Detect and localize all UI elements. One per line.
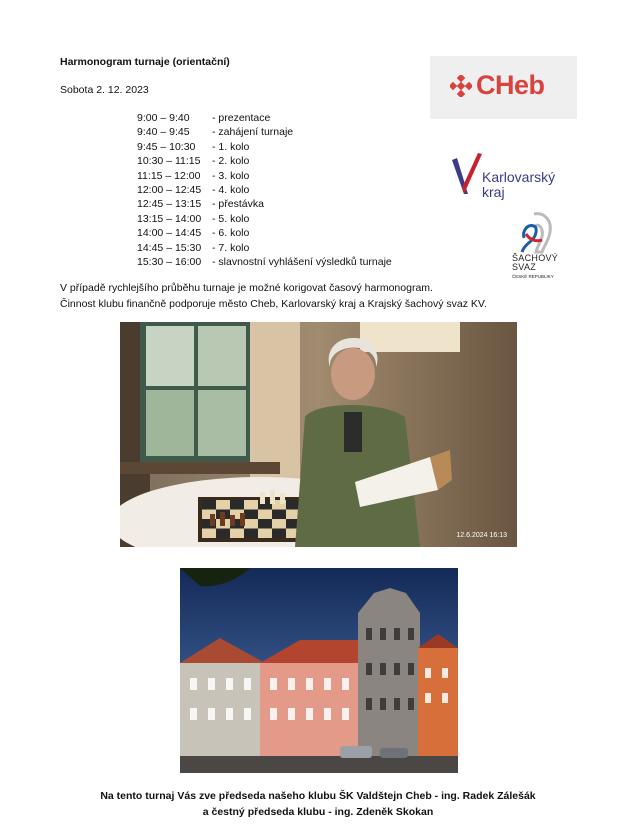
schedule-time: 11:15 – 12:00 bbox=[137, 169, 201, 182]
kraj-checkmark-icon bbox=[448, 150, 484, 200]
schedule-row bbox=[137, 226, 392, 240]
note-line: V případě rychlejšího průběhu turnaje je možné korigovat časový harmonogram. bbox=[60, 282, 433, 294]
chess-player-photo bbox=[120, 322, 517, 547]
schedule-time: 15:30 – 16:00 bbox=[137, 255, 202, 268]
schedule-item: - 2. kolo bbox=[212, 155, 250, 168]
schedule-time: 13:15 – 14:00 bbox=[137, 212, 202, 225]
schedule-time: 12:45 – 13:15 bbox=[137, 198, 202, 211]
photo-timestamp: 12.6.2024 16:13 bbox=[456, 532, 507, 539]
schedule-item: - 5. kolo bbox=[212, 212, 250, 225]
schedule-item: - 7. kolo bbox=[212, 241, 250, 254]
schedule-time: 9:45 – 10:30 bbox=[137, 140, 196, 153]
cheb-logo-text: CHeb bbox=[476, 70, 545, 100]
page-title: Harmonogram turnaje (orientační) bbox=[60, 56, 230, 68]
chess-federation-logo bbox=[510, 210, 570, 282]
schedule-row bbox=[137, 140, 392, 154]
cheb-mark-icon bbox=[450, 75, 472, 97]
schedule-time: 9:00 – 9:40 bbox=[137, 112, 190, 124]
schedule-item: - zahájení turnaje bbox=[212, 126, 294, 139]
schedule-row bbox=[137, 197, 392, 211]
schedule-item: - 3. kolo bbox=[212, 169, 250, 182]
schedule-item: - 6. kolo bbox=[212, 227, 250, 240]
kraj-logo-text bbox=[482, 170, 555, 200]
footer-line: a čestný předseda klubu - ing. Zdeněk Skokan bbox=[202, 806, 434, 818]
chess-knight-icon bbox=[514, 210, 558, 254]
karlovarsky-kraj-logo bbox=[448, 150, 568, 205]
note-block bbox=[60, 280, 487, 312]
schedule-item: - 4. kolo bbox=[212, 183, 250, 196]
cheb-logo bbox=[430, 56, 577, 119]
note-line: Činnost klubu finančně podporuje město Cheb, Karlovarský kraj a Krajský šachový svaz KV. bbox=[60, 298, 487, 310]
schedule-time: 9:40 – 9:45 bbox=[137, 126, 190, 139]
svaz-logo-line: ŠACHOVÝ bbox=[512, 253, 559, 263]
schedule-time: 10:30 – 11:15 bbox=[137, 155, 201, 168]
schedule-row bbox=[137, 169, 392, 183]
schedule-row bbox=[137, 111, 392, 125]
schedule-item: - slavnostní vyhlášení výsledků turnaje bbox=[212, 255, 392, 268]
schedule-item: - 1. kolo bbox=[212, 140, 250, 153]
schedule-row bbox=[137, 154, 392, 168]
svaz-logo-text bbox=[512, 254, 558, 272]
kraj-logo-line: kraj bbox=[482, 184, 505, 200]
schedule-row bbox=[137, 255, 392, 269]
schedule-row bbox=[137, 212, 392, 226]
schedule-row bbox=[137, 183, 392, 197]
schedule-item: - prezentace bbox=[212, 112, 271, 124]
kraj-logo-line: Karlovarský bbox=[482, 169, 556, 185]
schedule-time: 12:00 – 12:45 bbox=[137, 183, 202, 196]
schedule-item: - přestávka bbox=[212, 198, 264, 211]
footer-line: Na tento turnaj Vás zve předseda našeho klubu ŠK Valdštejn Cheb - ing. Radek Zálešák bbox=[100, 790, 536, 802]
schedule-time: 14:45 – 15:30 bbox=[137, 241, 202, 254]
schedule-row bbox=[137, 241, 392, 255]
svaz-logo-line: SVAZ bbox=[512, 262, 537, 272]
svaz-logo-subtitle: ČESKÉ REPUBLIKY bbox=[512, 274, 554, 279]
schedule-time: 14:00 – 14:45 bbox=[137, 227, 202, 240]
tournament-date: Sobota 2. 12. 2023 bbox=[60, 84, 149, 96]
cheb-square-photo bbox=[180, 568, 458, 773]
schedule-row bbox=[137, 125, 392, 139]
schedule-list bbox=[137, 111, 392, 269]
